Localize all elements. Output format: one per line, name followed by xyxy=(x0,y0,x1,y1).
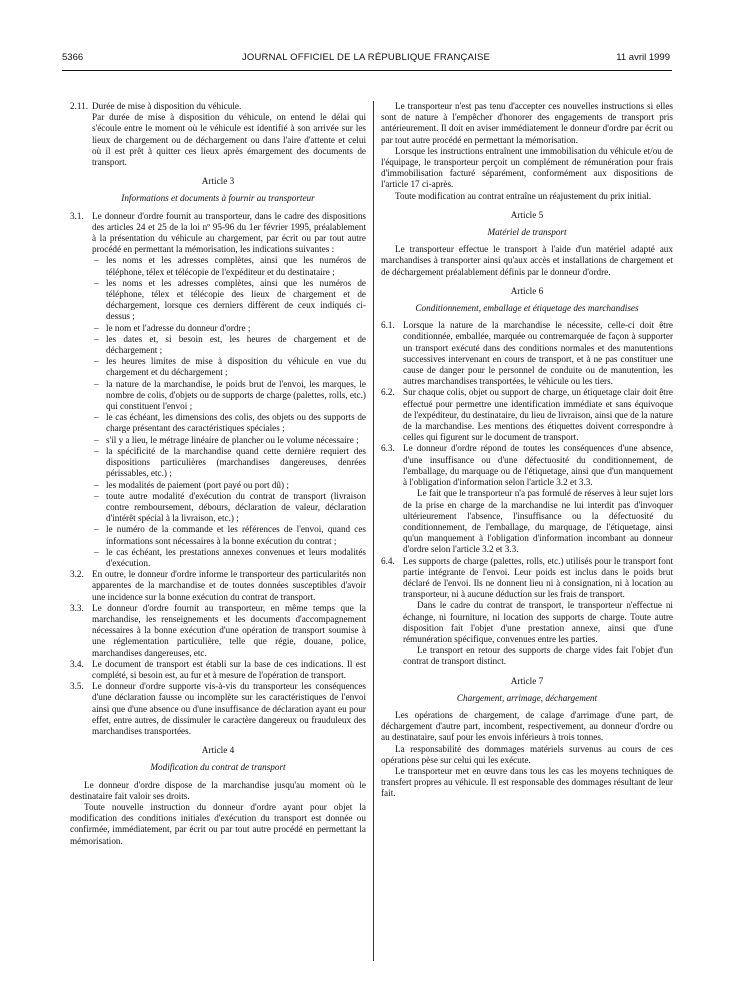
list-item: – les noms et les adresses complètes, ainsi que les numéros de téléphone, télex et télécopie des lieux de chargement et de déchargement, lorsque ces derniers diffèrent de ceux indiqués ci-dessus ; xyxy=(106,278,366,323)
section-number: 6.3. xyxy=(381,443,395,454)
paragraph: Lorsque les instructions entraînent une immobilisation du véhicule et/ou de l'équipage, le transporteur perçoit un complément de rémunération pour frais d'immobilisation facturé séparément, conformément aux dispositions de l'article 17 ci-après. xyxy=(381,145,673,190)
section-6-3 xyxy=(381,443,673,555)
journal-title: JOURNAL OFFICIEL DE LA RÉPUBLIQUE FRANÇAISE xyxy=(241,52,491,63)
section-3-2 xyxy=(70,569,366,603)
article-heading: Article 3 xyxy=(201,176,235,187)
section-2-11 xyxy=(70,101,366,112)
section-number: 3.1. xyxy=(70,210,84,221)
list-item: – les dates et, si besoin est, les heures de chargement et de déchargement ; xyxy=(106,334,366,356)
list-item: – le cas échéant, les dimensions des colis, des objets ou des supports de charge présentant des caractéristiques spéciales ; xyxy=(106,412,366,434)
paragraph: Les supports de charge (palettes, rolls, etc.) utilisés pour le transport font partie intégrante de l'envoi. Leur poids est inclus dans le poids brut déclaré de l'envoi. Ils ne donnent lieu ni à consignation, ni à location au transporteur, ni à aucune déduction sur les frais de transport. xyxy=(403,555,673,600)
list-item: – toute autre modalité d'exécution du contrat de transport (livraison contre remboursement, débours, déclaration de valeur, déclaration d'intérêt spécial à la livraison, etc.) ; xyxy=(106,491,366,525)
list-item: – la nature de la marchandise, le poids brut de l'envoi, les marques, le nombre de colis, d'objets ou de supports de charge (palettes, rolls, etc.) qui constituent l'envoi ; xyxy=(106,379,366,413)
list-item: – s'il y a lieu, le métrage linéaire de plancher ou le volume nécessaire ; xyxy=(106,435,366,446)
page-number: 5366 xyxy=(62,52,84,63)
right-column xyxy=(381,101,673,800)
header-rule xyxy=(62,70,672,71)
section-number: 6.2. xyxy=(381,387,395,398)
column-divider xyxy=(373,101,374,961)
list-item: – les noms et les adresses complètes, ainsi que les numéros de téléphone, télex et télécopie de l'expéditeur et du destinataire ; xyxy=(106,255,366,277)
paragraph: Le transporteur n'est pas tenu d'accepter ces nouvelles instructions si elles sont de nature à l'empêcher d'honorer des engagements de transport pris antérieurement. Il doit en aviser immédiatement le donneur d'ordre par écrit ou par tout autre procédé en permettant la mémorisation. xyxy=(381,101,673,145)
article-title: Matériel de transport xyxy=(487,227,567,238)
paragraph: Le fait que le transporteur n'a pas formulé de réserves à leur sujet lors de la prise en charge de la marchandise ne lui interdit pas d'invoquer ultérieurement l'absence, l'insuffisance ou la défectuosité du conditionnement, de l'emballage, du marquage, de l'étiquetage, ainsi qu'un manquement à l'obligation d'information incombant au donneur d'ordre selon l'article 3.2 et 3.3. xyxy=(403,488,673,555)
section-3-4 xyxy=(70,659,366,681)
paragraph: Le donneur d'ordre supporte vis-à-vis du transporteur les conséquences d'une déclaration fausse ou incomplète sur les caractéristiques de l'envoi ainsi que d'une absence ou d'une insuffisance de déclaration ayant eu pour effet, entre autres, de dissimuler le caractère dangereux ou frauduleux des marchandises transportées. xyxy=(92,681,366,736)
paragraph: Toute modification au contrat entraîne un réajustement du prix initial. xyxy=(395,190,652,201)
paragraph: Le transport en retour des supports de charge vides fait l'objet d'un contrat de transport distinct. xyxy=(403,645,673,667)
article-heading: Article 6 xyxy=(510,285,544,296)
paragraph: Toute nouvelle instruction du donneur d'ordre ayant pour objet la modification des conditions initiales d'exécution du transport est donnée ou confirmée, immédiatement, par écrit ou par tout autre procédé en permettant la mémorisation. xyxy=(70,801,366,846)
article-heading: Article 4 xyxy=(201,745,235,756)
article-title: Informations et documents à fournir au transporteur xyxy=(121,193,315,204)
paragraph: Par durée de mise à disposition du véhicule, on entend le délai qui s'écoule entre le moment où le véhicule est identifié à son arrivée sur les lieux de chargement ou de déchargement ou dans l'aire d'attente et celui où il est prêt à quitter ces lieux après émargement des documents de transport. xyxy=(92,112,366,168)
section-number: 3.4. xyxy=(70,658,84,669)
list-item: – le numéro de la commande et les références de l'envoi, quand ces informations sont nécessaires à la bonne exécution du contrat ; xyxy=(106,524,366,546)
page-header xyxy=(62,52,670,68)
article-title: Conditionnement, emballage et étiquetage des marchandises xyxy=(415,303,639,314)
paragraph: Le document de transport est établi sur la base de ces indications. Il est complété, si besoin est, au fur et à mesure de l'opération de transport. xyxy=(92,658,366,680)
section-number: 3.3. xyxy=(70,602,84,613)
section-number: 2.11. xyxy=(70,101,89,111)
paragraph: La responsabilité des dommages matériels survenus au cours de ces opérations pèse sur celui qui les exécute. xyxy=(381,743,673,765)
paragraph: Lorsque la nature de la marchandise le nécessite, celle-ci doit être conditionnée, emballée, marquée ou contremarquée de façon à supporter un transport exécuté dans des conditions normales et des manutentions successives intervenant en cours de transport, et à ne pas constituer une cause de danger pour le personnel de conduite ou de manutention, les autres marchandises transportées, le véhicule ou les tiers. xyxy=(403,320,673,387)
list-item: – le cas échéant, les prestations annexes convenues et leurs modalités d'exécution. xyxy=(106,547,366,569)
paragraph: Le transporteur met en œuvre dans tous les cas les moyens techniques de transfert propres au véhicule. Il est responsable des dommages résultant de leur fait. xyxy=(381,765,673,799)
section-number: 3.2. xyxy=(70,569,84,580)
paragraph: Dans le cadre du contrat de transport, le transporteur n'effectue ni échange, ni fourniture, ni location des supports de charge. Toute autre disposition fait l'objet d'une prestation annexe, ainsi que d'une rémunération spécifique, convenues entre les parties. xyxy=(403,600,673,644)
issue-date: 11 avril 1999 xyxy=(616,52,670,63)
section-2-11-body xyxy=(70,112,366,168)
paragraph: Le transporteur effectue le transport à l'aide d'un matériel adapté aux marchandises à transporter ainsi qu'aux accès et installations de chargement et de déchargement préalablement définis par le donneur d'ordre. xyxy=(381,244,673,277)
section-3-3 xyxy=(70,603,366,659)
section-3-1 xyxy=(70,211,366,570)
section-6-1 xyxy=(381,320,673,387)
article-title: Chargement, arrimage, déchargement xyxy=(456,692,598,703)
article-heading: Article 5 xyxy=(510,209,544,220)
section-number: 3.5. xyxy=(70,681,84,692)
section-6-4 xyxy=(381,556,673,668)
section-number: 6.1. xyxy=(381,320,395,331)
section-3-5 xyxy=(70,681,366,737)
indications-list xyxy=(92,255,366,569)
paragraph: En outre, le donneur d'ordre informe le transporteur des particularités non apparentes de la marchandise et de toutes données susceptibles d'avoir une incidence sur la bonne exécution du contrat de transport. xyxy=(92,569,366,602)
list-item: – les modalités de paiement (port payé ou port dû) ; xyxy=(106,480,366,491)
left-column xyxy=(70,101,366,847)
paragraph: Les opérations de chargement, de calage d'arrimage d'une part, de déchargement d'autre part, incombent, respectivement, au donneur d'ordre ou au destinataire, sauf pour les envois inférieurs à trois tonnes. xyxy=(381,709,673,743)
paragraph: Sur chaque colis, objet ou support de charge, un étiquetage clair doit être effectué pour permettre une identification immédiate et sans équivoque de l'expéditeur, du destinataire, du lieu de livraison, ainsi que de la nature de la marchandise. Les mentions des étiquettes doivent correspondre à celles qui figurent sur le document de transport. xyxy=(403,387,673,443)
paragraph: Le donneur d'ordre répond de toutes les conséquences d'une absence, d'une insuffisance ou d'une défectuosité du conditionnement, de l'emballage, du marquage ou de l'étiquetage, ainsi que d'un manquement à l'obligation d'information selon l'article 3.2 et 3.3. xyxy=(403,443,673,488)
paragraph: Le donneur d'ordre fournit au transporteur, en même temps que la marchandise, les renseignements et les documents d'accompagnement nécessaires à la bonne exécution d'une opération de transport soumise à une réglementation particulière, telle que régie, douane, police, marchandises dangereuses, etc. xyxy=(92,602,366,658)
list-item: – la spécificité de la marchandise quand cette dernière requiert des dispositions particulières (marchandises dangereuses, denrées périssables, etc.) ; xyxy=(106,446,366,480)
list-item: – les heures limites de mise à disposition du véhicule en vue du chargement et du déchargement ; xyxy=(106,356,366,378)
article-title: Modification du contrat de transport xyxy=(150,762,286,773)
list-item: – le nom et l'adresse du donneur d'ordre ; xyxy=(106,323,366,334)
paragraph: Le donneur d'ordre dispose de la marchandise jusqu'au moment où le destinataire fait valoir ses droits. xyxy=(70,779,366,801)
section-title: Durée de mise à disposition du véhicule. xyxy=(92,101,242,111)
section-6-2 xyxy=(381,387,673,443)
article-heading: Article 7 xyxy=(510,675,544,686)
paragraph: Le donneur d'ordre fournit au transporteur, dans le cadre des dispositions des articles 24 et 25 de la loi nº 95-96 du 1er février 1995, préalablement à la présentation du véhicule au chargement, par écrit ou par tout autre procédé en permettant la mémorisation, les indications suivantes : xyxy=(92,210,366,255)
section-number: 6.4. xyxy=(381,555,395,566)
